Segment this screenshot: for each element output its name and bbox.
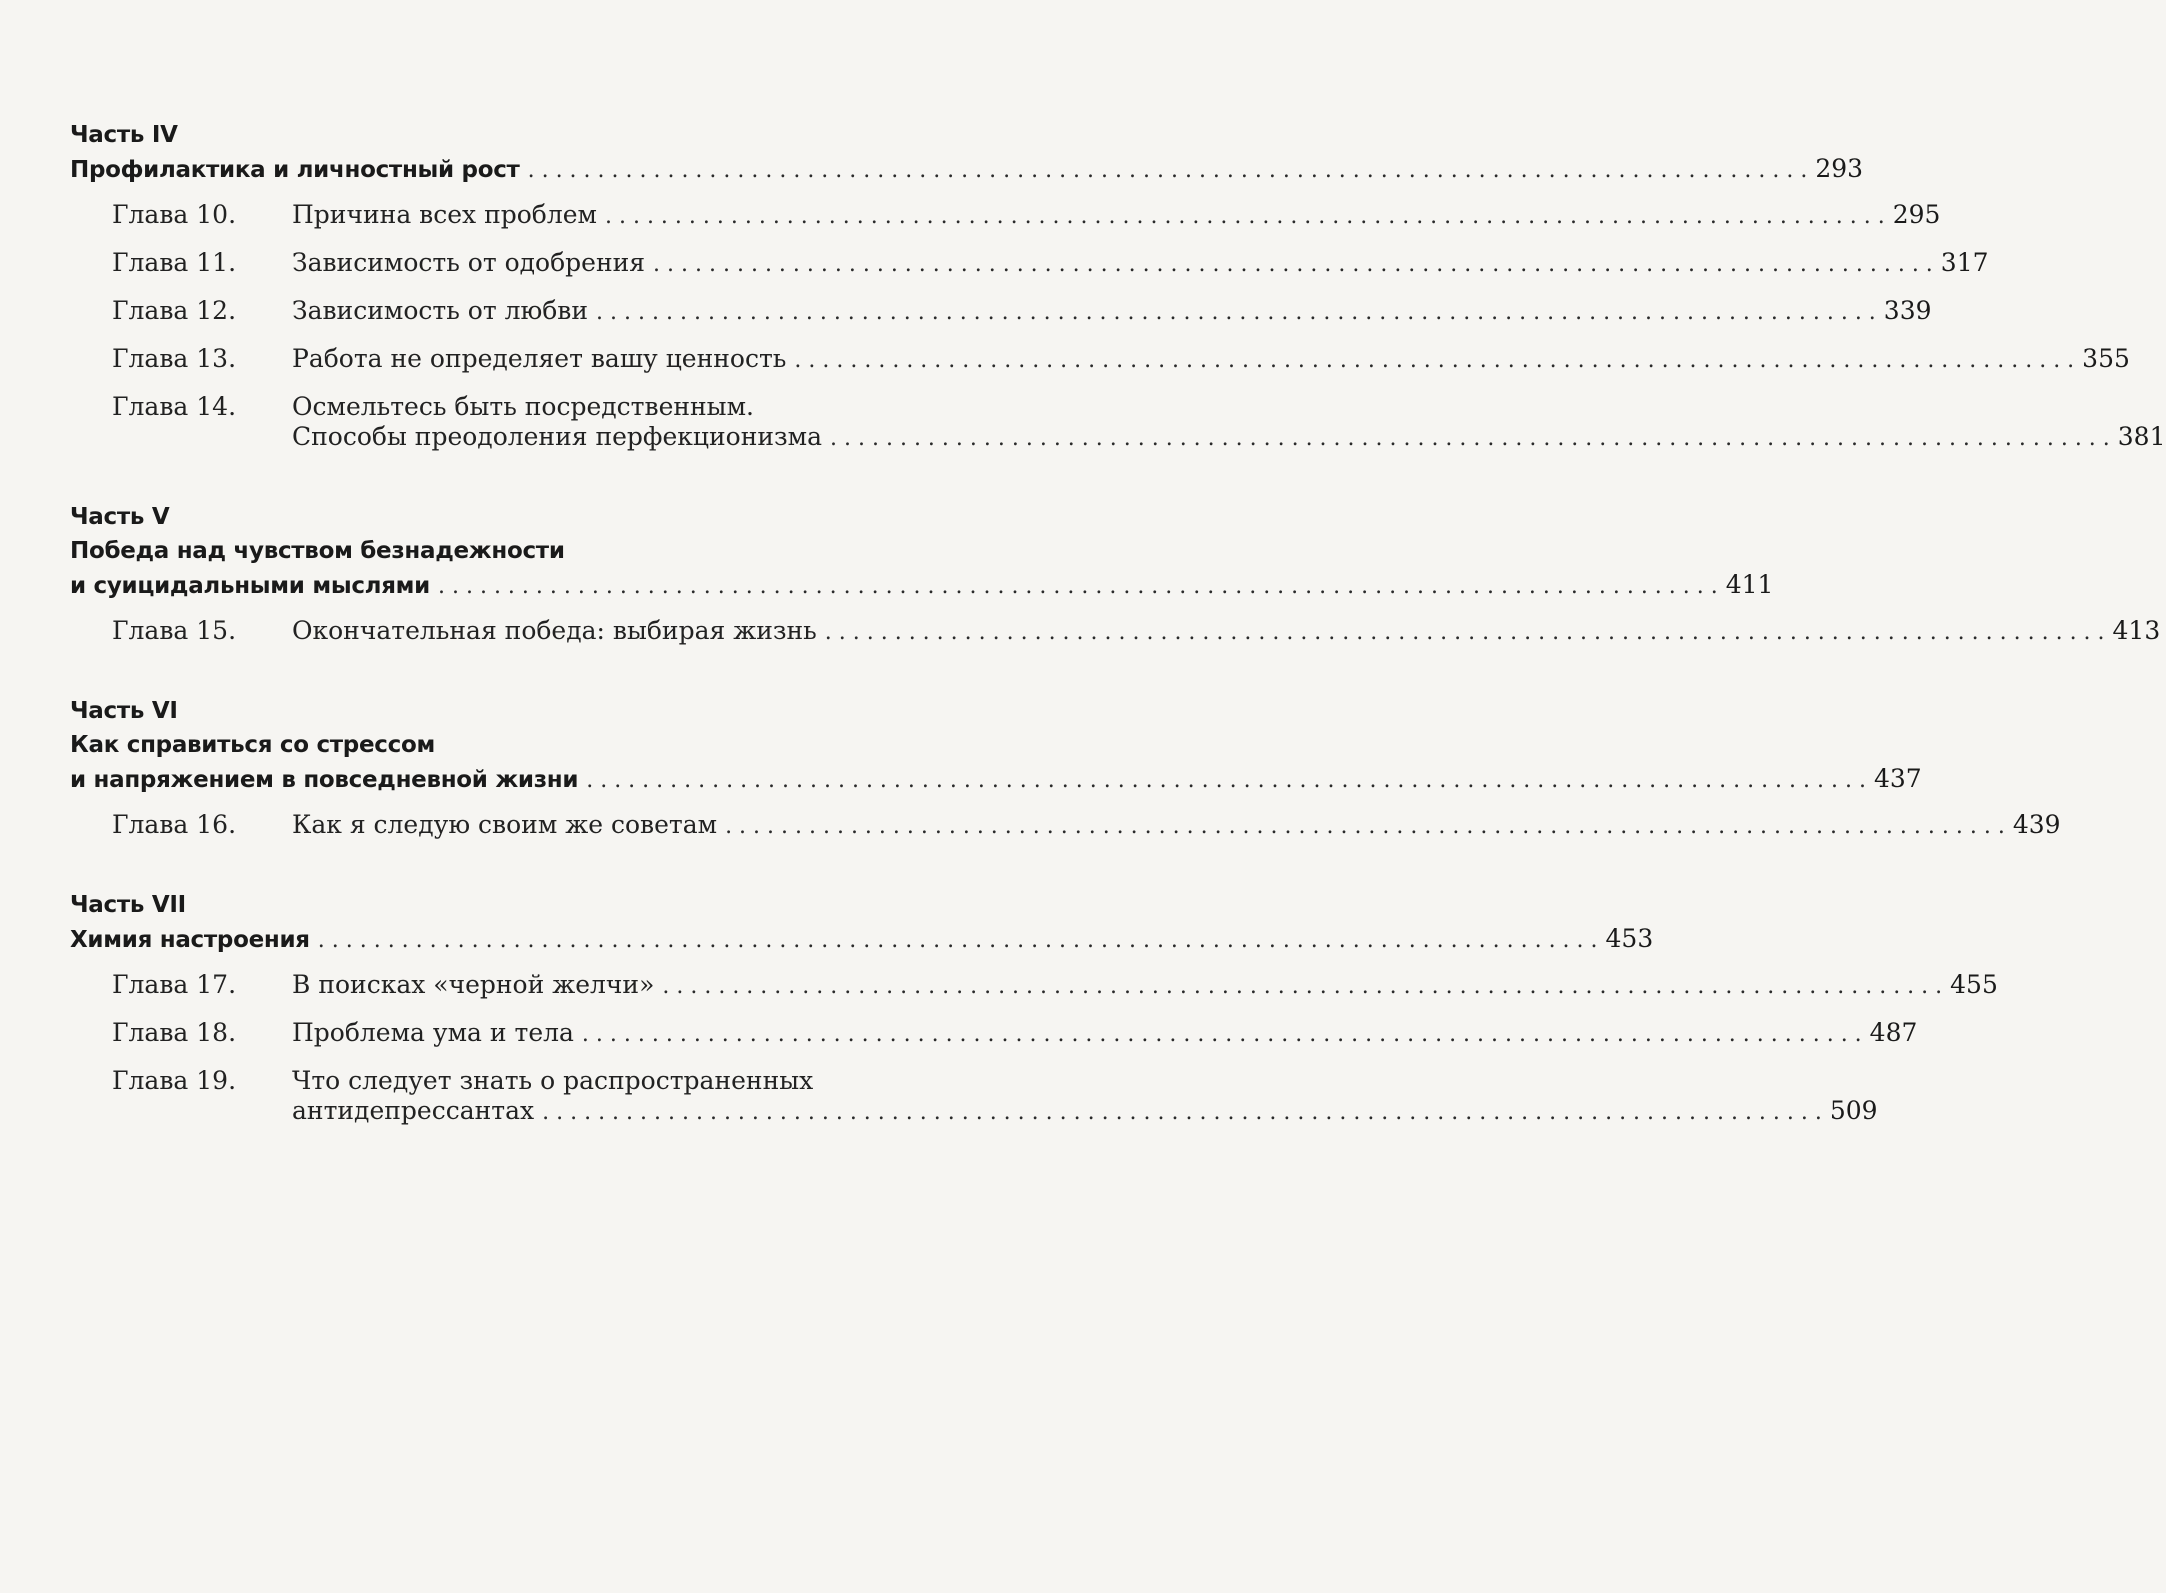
dot-leader: [725, 804, 2005, 850]
toc-chapter[interactable]: [70, 608, 2161, 656]
chapter-title: Окончательная победа: выбирая жизнь: [292, 616, 817, 645]
dot-leader: [830, 424, 2110, 454]
chapter-label: Глава 13.: [112, 344, 237, 373]
page-number: 317: [1940, 248, 1989, 277]
page-number: 413: [2112, 616, 2161, 645]
part-title: Химия настроения: [70, 927, 310, 953]
chapter-title: Что следует знать о распространенных: [292, 1066, 814, 1095]
table-of-contents: [70, 118, 2166, 1174]
chapter-title: В поисках «черной желчи»: [292, 970, 655, 999]
toc-chapter[interactable]: [70, 962, 1998, 1010]
part-title-row[interactable]: [70, 152, 1864, 188]
page-number: 339: [1883, 296, 1932, 325]
chapter-label: Глава 11.: [112, 248, 237, 277]
chapter-title-continued: Способы преодоления перфекционизма: [292, 422, 823, 451]
toc-chapter[interactable]: [70, 288, 1932, 336]
part-title: Профилактика и личностный рост: [70, 157, 520, 183]
dot-leader: [438, 570, 1718, 604]
dot-leader: [528, 154, 1808, 188]
dot-leader: [825, 610, 2105, 656]
chapter-label: Глава 12.: [112, 296, 237, 325]
dot-leader: [542, 1098, 1822, 1128]
part-label: Часть VII: [70, 892, 186, 918]
toc-chapter[interactable]: [70, 240, 1989, 288]
part-title-row[interactable]: [70, 922, 1654, 958]
part-label: Часть VI: [70, 698, 178, 724]
page-number: 411: [1725, 570, 1774, 599]
toc-chapter[interactable]: [70, 192, 1941, 240]
dot-leader: [662, 964, 1942, 1010]
page-number: 487: [1869, 1018, 1918, 1047]
dot-leader: [596, 290, 1876, 336]
page-number: 509: [1829, 1096, 1878, 1125]
dot-leader: [582, 1012, 1862, 1058]
toc-part: [70, 888, 1998, 1136]
page-number: 355: [2082, 344, 2130, 373]
toc-chapter[interactable]: [70, 336, 2130, 384]
chapter-title: Осмельтесь быть посредственным.: [292, 392, 754, 421]
chapter-title: Причина всех проблем: [292, 200, 597, 229]
chapter-label: Глава 14.: [112, 392, 237, 421]
chapter-label: Глава 10.: [112, 200, 237, 229]
chapter-title-continued: антидепрессантах: [292, 1096, 535, 1125]
dot-leader: [794, 338, 2074, 384]
chapter-title: Зависимость от одобрения: [292, 248, 646, 277]
chapter-label: Глава 16.: [112, 810, 237, 839]
dot-leader: [318, 924, 1598, 958]
chapter-title: Как я следую своим же советам: [292, 810, 718, 839]
toc-part: [70, 694, 2061, 850]
part-title: Как справиться со стрессом: [70, 732, 435, 758]
chapter-label: Глава 17.: [112, 970, 237, 999]
part-title-row[interactable]: [70, 762, 1922, 798]
toc-part: [70, 500, 2161, 656]
page-number: 295: [1892, 200, 1941, 229]
chapter-label: Глава 18.: [112, 1018, 237, 1047]
toc-part: [70, 118, 2166, 462]
toc-chapter[interactable]: [70, 1010, 1918, 1058]
page-number: 293: [1815, 154, 1864, 183]
dot-leader: [653, 242, 1933, 288]
part-label: Часть IV: [70, 122, 178, 148]
part-title: Победа над чувством безнадежности: [70, 538, 565, 564]
chapter-title: Проблема ума и тела: [292, 1018, 574, 1047]
part-title-row[interactable]: [70, 568, 1774, 604]
page-number: 453: [1605, 924, 1654, 953]
chapter-label: Глава 15.: [112, 616, 237, 645]
page-number: 381: [2117, 422, 2166, 451]
page-number: 455: [1950, 970, 1998, 999]
chapter-title: Зависимость от любви: [292, 296, 589, 325]
toc-chapter[interactable]: [70, 802, 2061, 850]
part-title-continued: и напряжением в повседневной жизни: [70, 767, 579, 793]
dot-leader: [605, 194, 1885, 240]
toc-chapter[interactable]: [70, 384, 2166, 462]
toc-chapter[interactable]: [70, 1058, 1878, 1136]
dot-leader: [586, 764, 1866, 798]
chapter-title: Работа не определяет вашу ценность: [292, 344, 787, 373]
chapter-label: Глава 19.: [112, 1066, 237, 1095]
page-number: 439: [2012, 810, 2061, 839]
page-number: 437: [1873, 764, 1922, 793]
part-title-continued: и суицидальными мыслями: [70, 573, 430, 599]
part-label: Часть V: [70, 504, 170, 530]
